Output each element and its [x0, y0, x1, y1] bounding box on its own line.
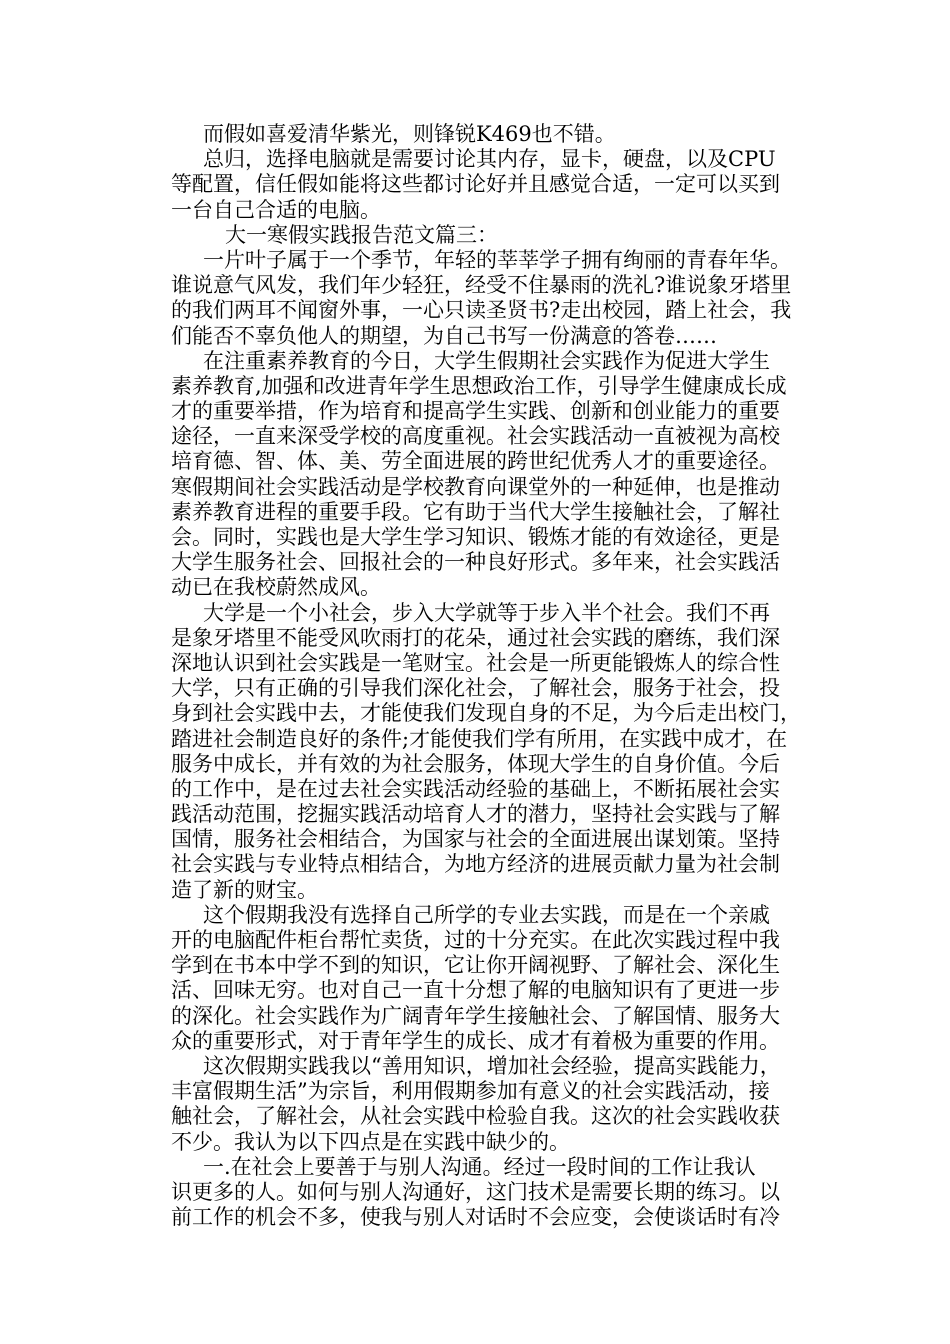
text-line: 总归，选择电脑就是需要讨论其内存，显卡，硬盘，以及CPU: [203, 147, 776, 172]
text-line: 大学生服务社会、回报社会的一种良好形式。多年来，社会实践活: [171, 550, 780, 575]
text-line: 谁说意气风发，我们年少轻狂，经受不住暴雨的洗礼?谁说象牙塔里: [171, 273, 792, 298]
text-line: 前工作的机会不多，使我与别人对话时不会应变，会使谈话时有冷: [171, 1205, 780, 1230]
text-line: 践活动范围，挖掘实践活动培育人才的潜力，坚持社会实践与了解: [171, 802, 780, 827]
text-line: 学到在书本中学不到的知识，它让你开阔视野、了解社会、深化生: [171, 953, 780, 978]
text-line: 寒假期间社会实践活动是学校教育向课堂外的一种延伸，也是推动: [171, 474, 780, 499]
text-line: 造了新的财宝。: [171, 877, 318, 902]
text-line: 服务中成长，并有效的为社会服务，体现大学生的自身价值。今后: [171, 751, 780, 776]
text-line: 这个假期我没有选择自己所学的专业去实践，而是在一个亲戚: [203, 902, 770, 927]
text-line: 身到社会实践中去，才能使我们发现自身的不足，为今后走出校门，: [171, 701, 801, 726]
document-page: [171, 122, 831, 1230]
text-line: 而假如喜爱清华紫光，则锋锐K469也不错。: [203, 122, 616, 146]
text-line: 国情，服务社会相结合，为国家与社会的全面进展出谋划策。坚持: [171, 827, 780, 852]
text-line: 大学，只有正确的引导我们深化社会，了解社会，服务于社会，投: [171, 676, 780, 701]
text-line: 的我们两耳不闻窗外事，一心只读圣贤书?走出校园，踏上社会，我: [171, 298, 792, 323]
text-line: 的深化。社会实践作为广阔青年学生接触社会、了解国情、服务大: [171, 1003, 780, 1028]
text-line: 才的重要举措，作为培育和提高学生实践、创新和创业能力的重要: [171, 399, 780, 424]
text-line: 一.在社会上要善于与别人沟通。经过一段时间的工作让我认: [203, 1154, 756, 1179]
text-line: 众的重要形式，对于青年学生的成长、成才有着极为重要的作用。: [171, 1028, 780, 1053]
text-line: 不少。我认为以下四点是在实践中缺少的。: [171, 1129, 570, 1154]
text-line: 开的电脑配件柜台帮忙卖货，过的十分充实。在此次实践过程中我: [171, 928, 780, 952]
text-line: 途径，一直来深受学校的高度重视。社会实践活动一直被视为高校: [171, 424, 780, 449]
text-line: 大学是一个小社会，步入大学就等于步入半个社会。我们不再: [203, 600, 770, 625]
text-line: 的工作中，是在过去社会实践活动经验的基础上，不断拓展社会实: [171, 776, 780, 801]
text-line: 动已在我校蔚然成风。: [171, 575, 381, 600]
text-line: 一片叶子属于一个季节，年轻的莘莘学子拥有绚丽的青春年华。: [203, 247, 791, 272]
text-line: 丰富假期生活”为宗旨，利用假期参加有意义的社会实践活动，接: [171, 1079, 770, 1104]
text-line: 踏进社会制造良好的条件;才能使我们学有所用，在实践中成才，在: [171, 726, 788, 751]
text-line: 素养教育,加强和改进青年学生思想政治工作，引导学生健康成长成: [171, 373, 787, 398]
text-line: 等配置，信任假如能将这些都讨论好并且感觉合适，一定可以买到: [171, 172, 780, 197]
text-line: 们能否不辜负他人的期望，为自己书写一份满意的答卷……: [171, 323, 717, 348]
text-line: 活、回味无穷。也对自己一直十分想了解的电脑知识有了更进一步: [171, 978, 780, 1003]
text-line: 是象牙塔里不能受风吹雨打的花朵，通过社会实践的磨练，我们深: [171, 625, 780, 650]
text-line: 触社会，了解社会，从社会实践中检验自我。这次的社会实践收获: [171, 1104, 780, 1129]
text-line: 一台自己合适的电脑。: [171, 197, 381, 222]
text-line: 素养教育进程的重要手段。它有助于当代大学生接触社会，了解社: [171, 499, 780, 524]
text-line: 社会实践与专业特点相结合，为地方经济的进展贡献力量为社会制: [171, 852, 780, 877]
text-line: 识更多的人。如何与别人沟通好，这门技术是需要长期的练习。以: [171, 1179, 780, 1204]
text-line: 深地认识到社会实践是一笔财宝。社会是一所更能锻炼人的综合性: [171, 650, 780, 675]
text-line: 培育德、智、体、美、劳全面进展的跨世纪优秀人才的重要途径。: [171, 449, 780, 474]
text-line: 这次假期实践我以“善用知识，增加社会经验，提高实践能力，: [203, 1053, 781, 1078]
text-line: 会。同时，实践也是大学生学习知识、锻炼才能的有效途径，更是: [171, 525, 780, 549]
section-heading: 大一寒假实践报告范文篇三：: [225, 222, 498, 247]
text-line: 在注重素养教育的今日，大学生假期社会实践作为促进大学生: [203, 348, 770, 373]
